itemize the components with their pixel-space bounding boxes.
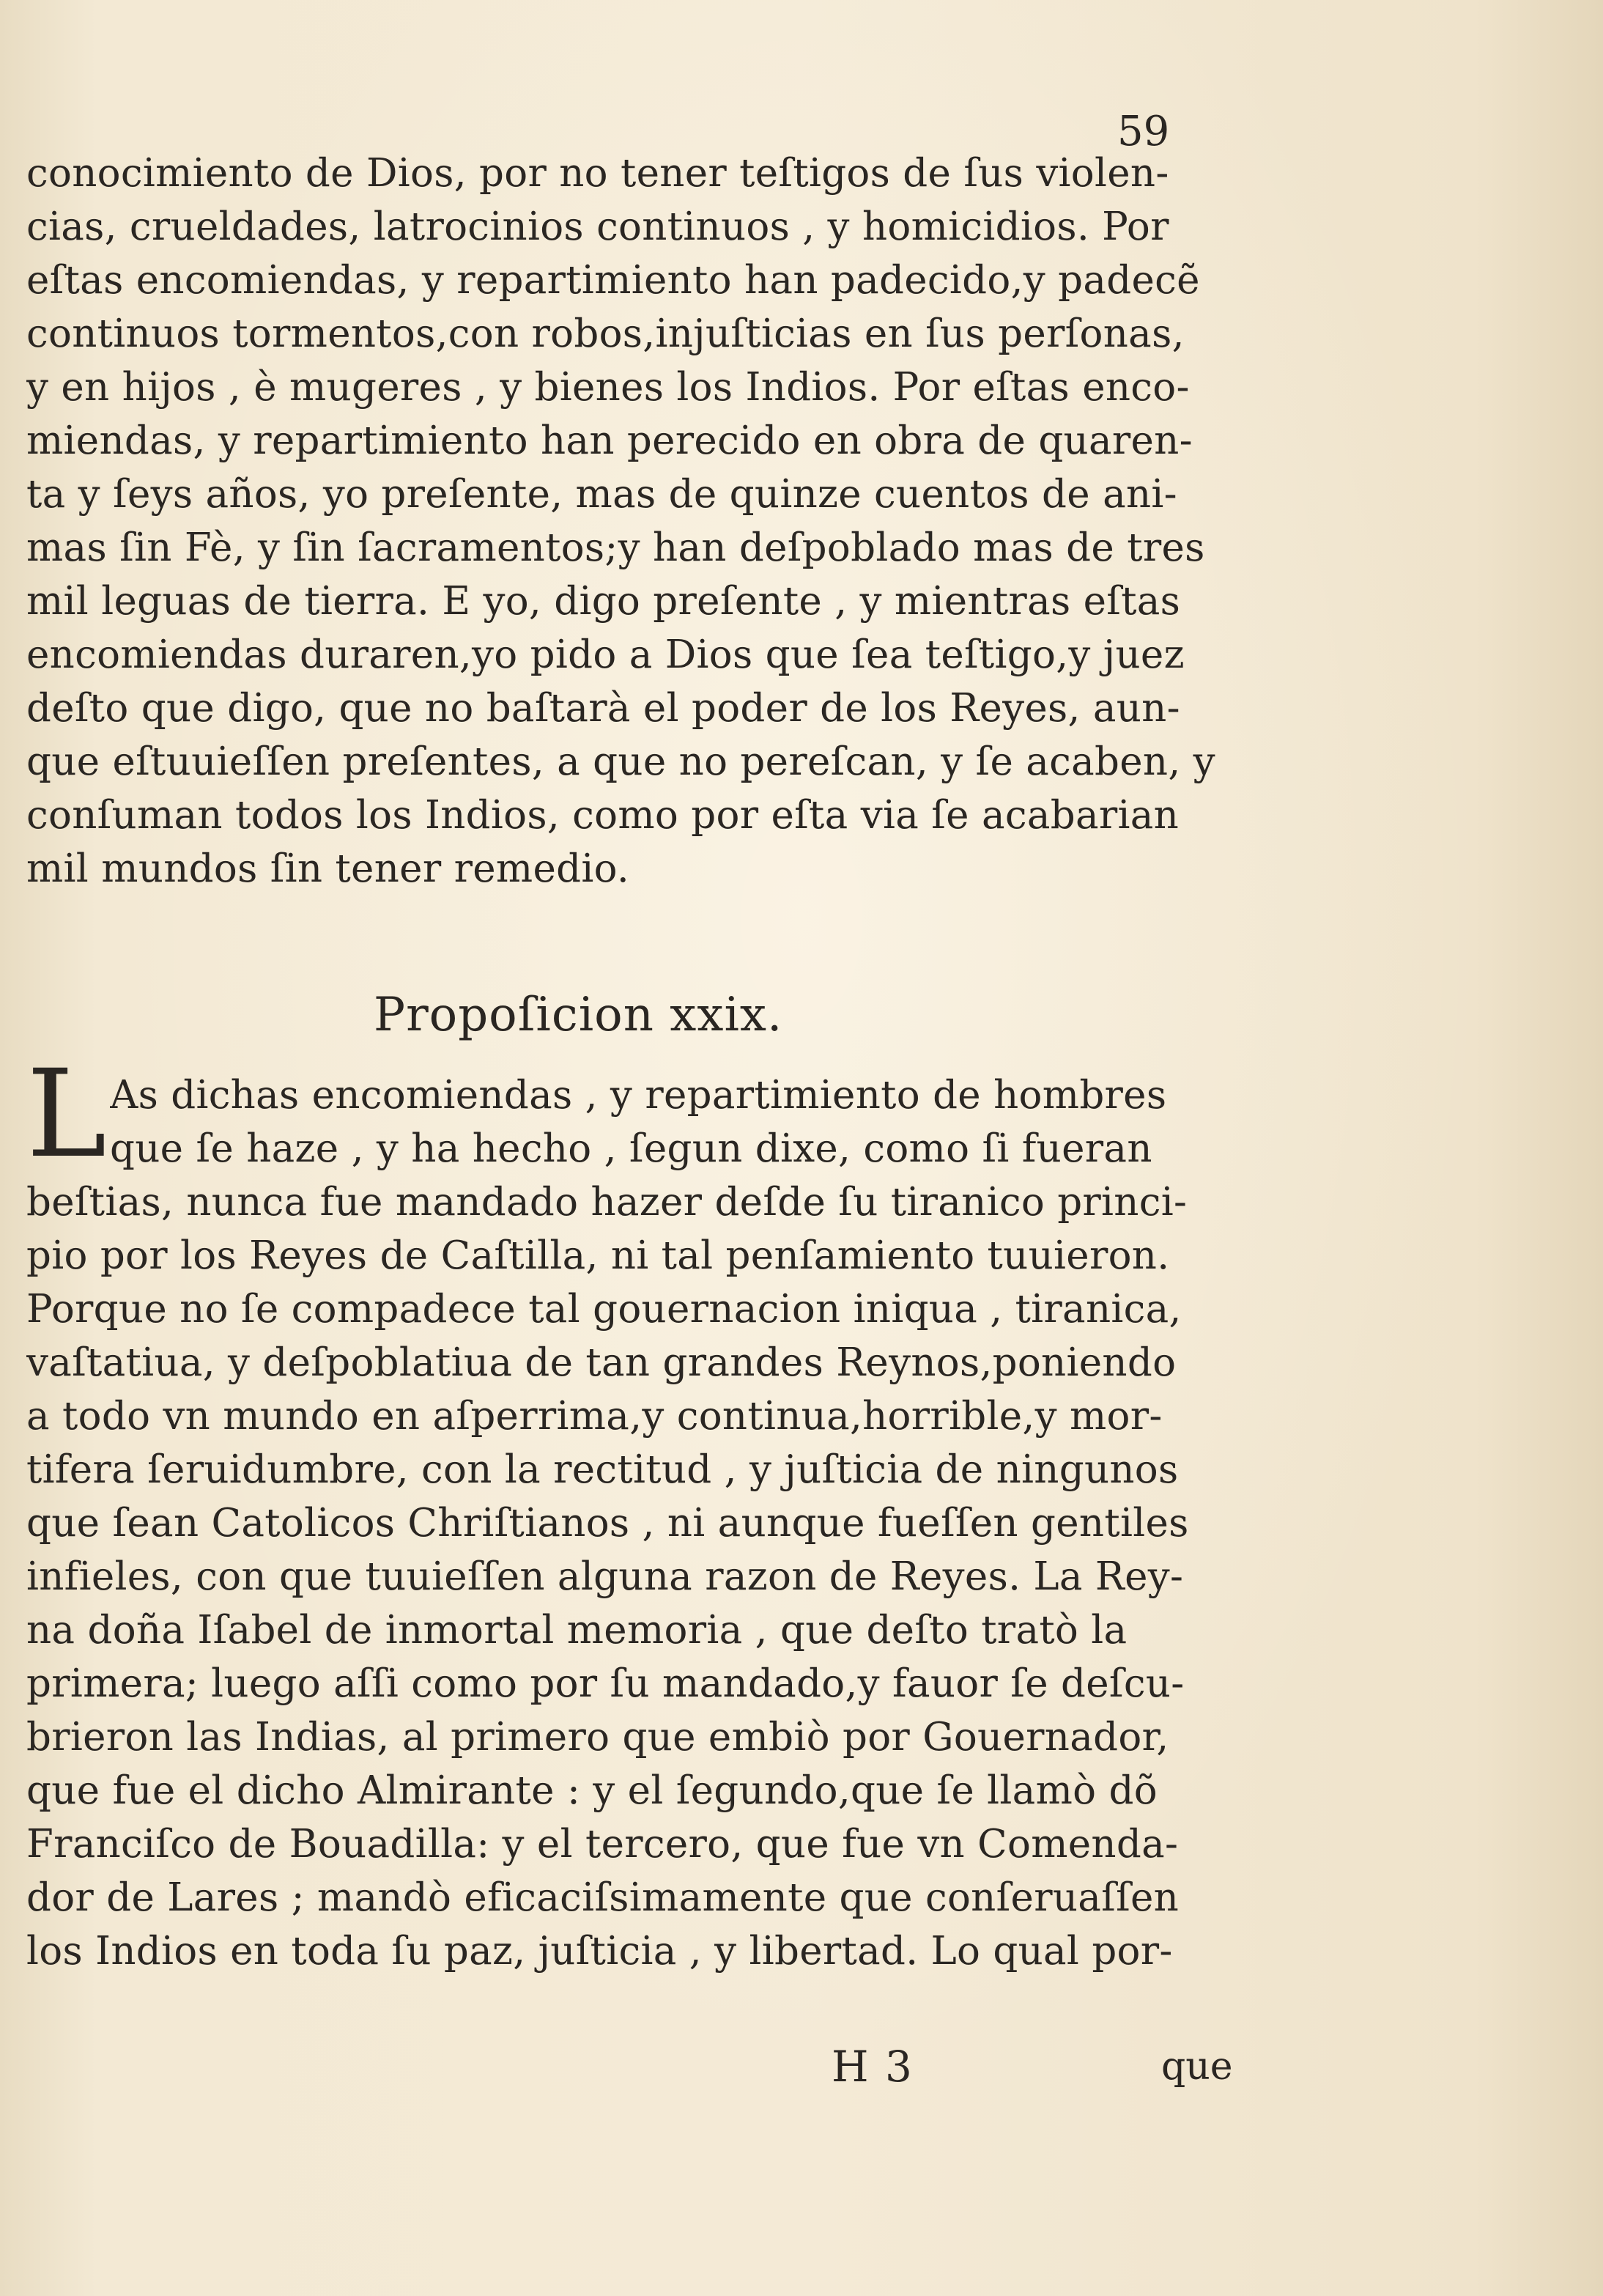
signature-mark: H 3 — [832, 2042, 914, 2092]
text-line: primera; luego aſſi como por ſu mandado,y fauor ſe deſcu- — [26, 1661, 1185, 1706]
text-line: brieron las Indias, al primero que embiò por Gouernador, — [26, 1715, 1169, 1760]
text-line: cias, crueldades, latrocinios continuos , y homicidios. Por — [26, 204, 1169, 249]
text-line: infieles, con que tuuieſſen alguna razon de Reyes. La Rey- — [26, 1554, 1184, 1599]
text-line: ta y ſeys años, yo preſente, mas de quinze cuentos de ani- — [26, 472, 1177, 517]
text-line: que fue el dicho Almirante : y el ſegundo,que ſe llamò dõ — [26, 1768, 1158, 1813]
catchword: que — [1161, 2045, 1233, 2089]
text-line: pio por los Reyes de Caſtilla, ni tal penſamiento tuuieron. — [26, 1233, 1170, 1278]
text-line: mil mundos ſin tener remedio. — [26, 846, 630, 891]
text-line: los Indios en toda ſu paz, juſticia , y libertad. Lo qual por- — [26, 1929, 1173, 1974]
text-line: conſuman todos los Indios, como por eſta via ſe acabarian — [26, 793, 1180, 838]
text-line: As dichas encomiendas , y repartimiento de hombres — [110, 1073, 1167, 1118]
text-line: Porque no ſe compadece tal gouernacion iniqua , tiranica, — [26, 1287, 1182, 1332]
text-line: y en hijos , è mugeres , y bienes los Indios. Por eſtas enco- — [26, 365, 1190, 410]
text-line: tifera ſeruidumbre, con la rectitud , y juſticia de ningunos — [26, 1447, 1179, 1492]
page-number: 59 — [1117, 108, 1170, 155]
text-line: mil leguas de tierra. E yo, digo preſente , y mientras eſtas — [26, 579, 1181, 624]
text-line: a todo vn mundo en aſperrima,y continua,horrible,y mor- — [26, 1394, 1163, 1439]
text-line: dor de Lares ; mandò eficaciſsimamente que conſeruaſſen — [26, 1875, 1180, 1920]
drop-cap: L — [26, 1044, 107, 1184]
text-line: que ſean Catolicos Chriſtianos , ni aunque fueſſen gentiles — [26, 1501, 1189, 1546]
text-line: encomiendas duraren,yo pido a Dios que ſea teſtigo,y juez — [26, 632, 1185, 677]
section-heading: Propoſicion xxix. — [374, 988, 783, 1042]
text-line: que eſtuuieſſen preſentes, a que no pereſcan, y ſe acaben, y — [26, 739, 1215, 784]
text-line: Franciſco de Bouadilla: y el tercero, que fue vn Comenda- — [26, 1822, 1179, 1867]
text-line: eſtas encomiendas, y repartimiento han padecido,y padecẽ — [26, 258, 1200, 303]
text-line: mas ſin Fè, y ſin ſacramentos;y han deſpoblado mas de tres — [26, 525, 1205, 570]
text-line: beſtias, nunca fue mandado hazer deſde ſu tiranico princi- — [26, 1180, 1188, 1225]
text-line: vaſtatiua, y deſpoblatiua de tan grandes Reynos,poniendo — [26, 1340, 1177, 1385]
text-line: continuos tormentos,con robos,injuſticias en ſus perſonas, — [26, 311, 1185, 356]
text-line: que ſe haze , y ha hecho , ſegun dixe, como ſi fueran — [110, 1126, 1152, 1171]
text-line: conocimiento de Dios, por no tener teſtigos de ſus violen- — [26, 151, 1169, 196]
text-line: deſto que digo, que no baſtarà el poder de los Reyes, aun- — [26, 686, 1180, 731]
text-line: na doña Iſabel de inmortal memoria , que deſto tratò la — [26, 1608, 1128, 1653]
text-line: miendas, y repartimiento han perecido en obra de quaren- — [26, 418, 1193, 463]
